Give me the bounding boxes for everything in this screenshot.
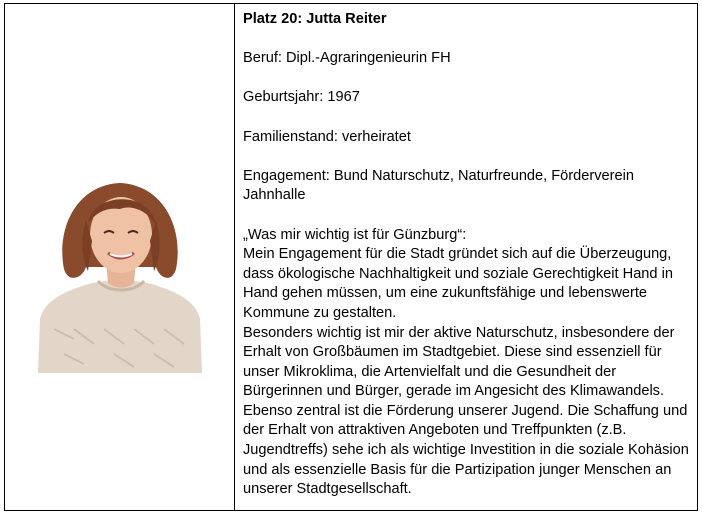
profile-title: Platz 20: Jutta Reiter [243, 11, 387, 27]
familienstand-line: Familienstand: verheiratet [243, 128, 411, 145]
geburtsjahr-line: Geburtsjahr: 1967 [243, 89, 360, 106]
quote-heading: „Was mir wichtig ist für Günzburg“: [243, 226, 467, 243]
beruf-line: Beruf: Dipl.-Agraringenieurin FH [243, 50, 451, 67]
paragraph-3: Ebenso zentral ist die Förderung unserer Jugend. Die Schaffung und der Erhalt von attraktiven Angeboten und Treffpunkten (z.B. Jugendtreffs) sehe ich als wichtige Investition in die soziale Kohäsion und als essenzielle Basis für die Partizipation junger Menschen an unserer Stadtgesellschaft. [243, 402, 689, 498]
profile-table [4, 3, 698, 511]
photo-cell [5, 4, 234, 510]
paragraph-2: Besonders wichtig ist mir der aktive Naturschutz, insbesondere der Erhalt von Großbäumen im Stadtgebiet. Diese sind essenziell für unser Mikroklima, die Artenvielfalt und die Gesundheit der Bürgerinnen und Bürger, gerade im Angesicht des Klimawandels. [243, 324, 675, 400]
paragraph-1: Mein Engagement für die Stadt gründet sich auf die Überzeugung, dass ökologische Nachhaltigkeit und soziale Gerechtigkeit Hand in Hand gehen müssen, um eine zukunftsfähige und lebenswerte Kommune zu gestalten. [243, 246, 673, 321]
portrait-photo [34, 179, 206, 373]
column-divider [234, 4, 235, 510]
engagement-line: Engagement: Bund Naturschutz, Naturfreunde, Förderverein Jahnhalle [243, 167, 635, 204]
text-cell [243, 10, 691, 500]
